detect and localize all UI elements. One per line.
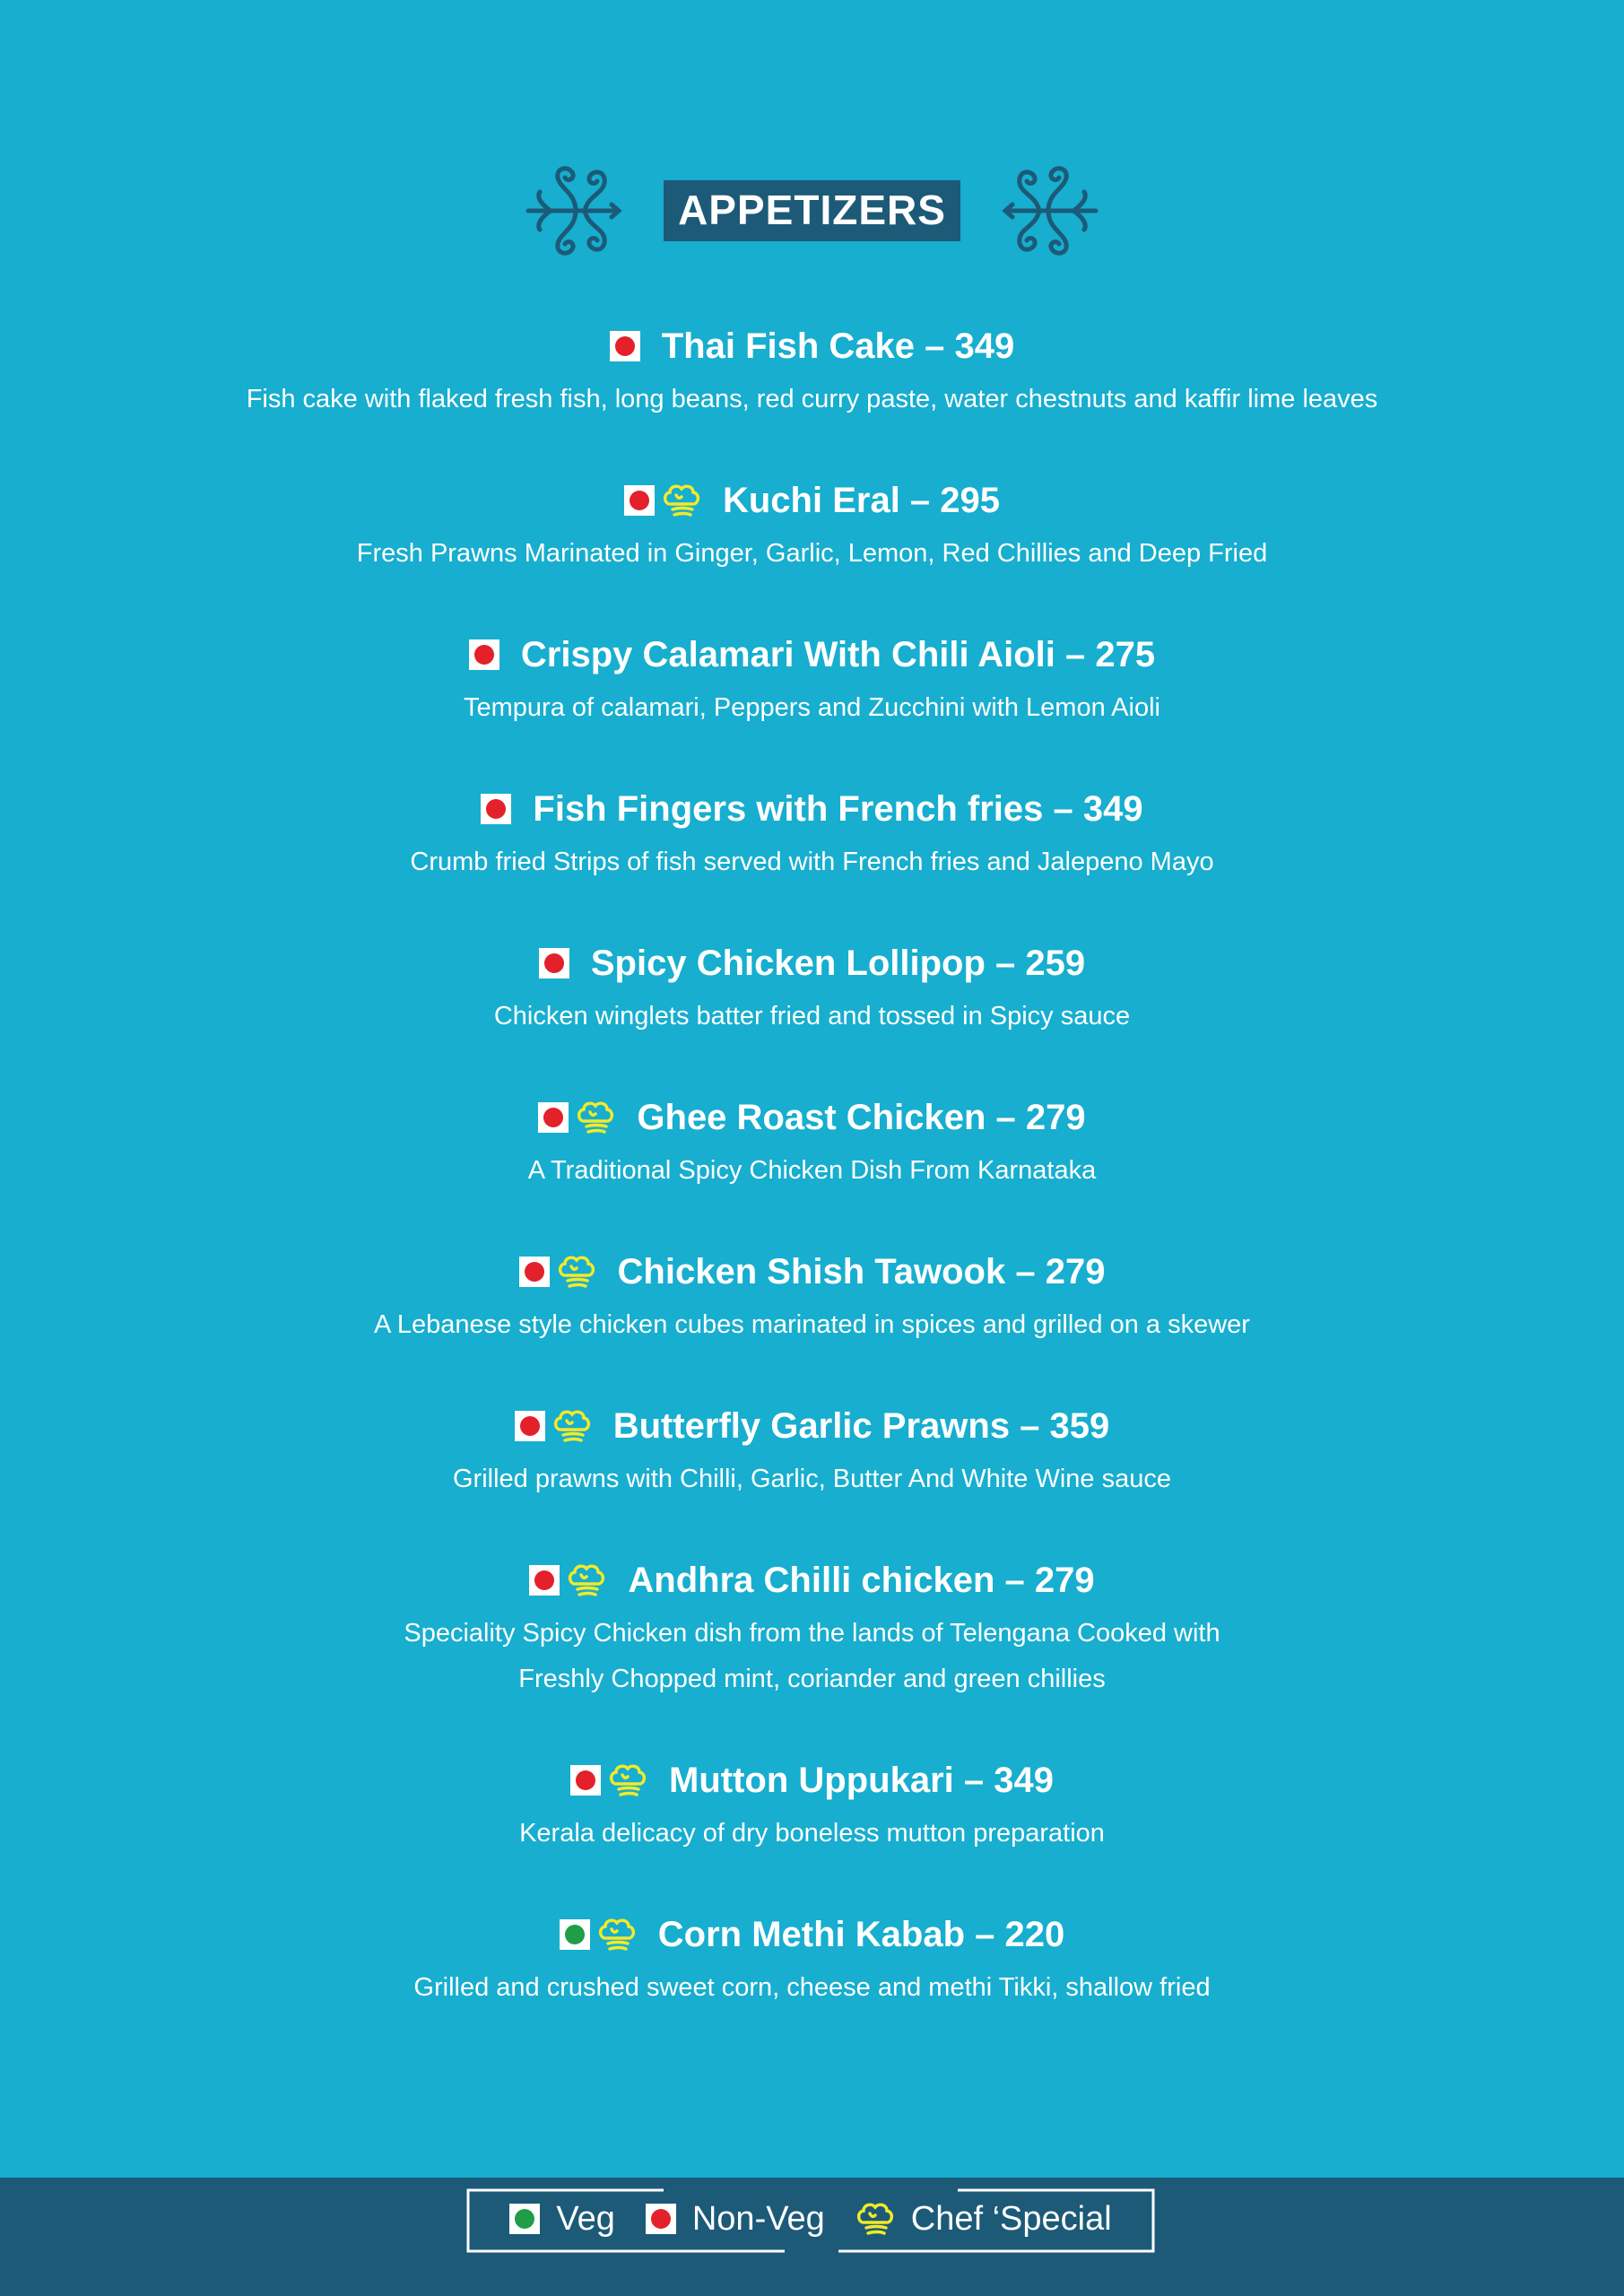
veg-icon [560, 1919, 590, 1950]
legend-veg [509, 2200, 615, 2239]
item-name: Andhra Chilli chicken – 279 [628, 1561, 1095, 1600]
item-description: Grilled prawns with Chilli, Garlic, Butter And White Wine sauce [452, 1465, 1171, 1493]
legend [466, 2188, 1155, 2249]
non-veg-icon [610, 331, 640, 361]
item-description-line: Speciality Spicy Chicken dish from the lands of Telengana Cooked with [404, 1619, 1220, 1648]
chef-hat-icon [576, 1100, 615, 1135]
item-description: Chicken winglets batter fried and tossed in Spicy sauce [493, 1002, 1131, 1031]
menu-item [0, 1096, 1624, 1194]
chef-hat-icon [597, 1917, 637, 1952]
item-name: Spicy Chicken Lollipop – 259 [590, 944, 1086, 983]
item-description: Fresh Prawns Marinated in Ginger, Garlic, Lemon, Red Chillies and Deep Fried [356, 539, 1268, 568]
menu-item [0, 1913, 1624, 2011]
non-veg-icon [529, 1565, 560, 1596]
legend-chef-special [855, 2200, 1112, 2239]
chef-hat-icon [567, 1562, 606, 1598]
menu-item [0, 325, 1624, 422]
item-description: Fish cake with flaked fresh fish, long beans, red curry paste, water chestnuts and kaffir lime leaves [246, 385, 1378, 413]
item-name: Ghee Roast Chicken – 279 [637, 1098, 1086, 1137]
non-veg-icon [469, 639, 499, 670]
non-veg-icon [519, 1257, 550, 1287]
item-description: A Traditional Spicy Chicken Dish From Karnataka [527, 1156, 1097, 1185]
non-veg-icon [515, 1411, 545, 1441]
chef-hat-icon [855, 2201, 895, 2237]
legend-non-veg [646, 2200, 825, 2239]
non-veg-icon [538, 1102, 569, 1133]
veg-icon [509, 2204, 540, 2234]
legend-chef-special-label: Chef ‘Special [910, 2199, 1112, 2238]
item-name: Mutton Uppukari – 349 [669, 1761, 1054, 1800]
item-name: Crispy Calamari With Chili Aioli – 275 [520, 635, 1156, 674]
chef-hat-icon [662, 483, 701, 518]
item-description: Grilled and crushed sweet corn, cheese and methi Tikki, shallow fried [413, 1973, 1211, 2002]
non-veg-icon [646, 2204, 676, 2234]
non-veg-icon [570, 1765, 601, 1796]
item-description: Crumb fried Strips of fish served with French fries and Jalepeno Mayo [410, 848, 1214, 876]
menu-item [0, 1405, 1624, 1502]
menu-item [0, 1250, 1624, 1348]
chef-hat-icon [552, 1408, 592, 1444]
item-name: Chicken Shish Tawook – 279 [617, 1252, 1106, 1292]
menu-item [0, 942, 1624, 1039]
menu-item [0, 1759, 1624, 1857]
item-description-line: Freshly Chopped mint, coriander and green chillies [518, 1665, 1106, 1693]
item-description: Tempura of calamari, Peppers and Zucchini with Lemon Aioli [464, 693, 1160, 722]
item-description [0, 1611, 1624, 1702]
non-veg-icon [539, 948, 569, 978]
menu-item [0, 633, 1624, 731]
item-description: A Lebanese style chicken cubes marinated in spices and grilled on a skewer [374, 1310, 1250, 1339]
footer-bar [0, 2178, 1624, 2296]
legend-non-veg-label: Non-Veg [691, 2199, 825, 2238]
section-title: APPETIZERS [664, 180, 960, 241]
legend-veg-label: Veg [556, 2199, 615, 2238]
chef-hat-icon [557, 1254, 596, 1290]
menu-item [0, 1559, 1624, 1702]
item-description: Kerala delicacy of dry boneless mutton preparation [519, 1819, 1105, 1848]
item-name: Butterfly Garlic Prawns – 359 [612, 1406, 1110, 1446]
menu-item [0, 479, 1624, 577]
non-veg-icon [624, 485, 655, 516]
item-name: Fish Fingers with French fries – 349 [533, 789, 1143, 829]
item-name: Thai Fish Cake – 349 [661, 326, 1015, 366]
item-name: Kuchi Eral – 295 [722, 481, 1001, 520]
non-veg-icon [481, 794, 511, 824]
chef-hat-icon [608, 1762, 647, 1798]
item-name: Corn Methi Kabab – 220 [657, 1915, 1065, 1954]
menu-item [0, 787, 1624, 885]
